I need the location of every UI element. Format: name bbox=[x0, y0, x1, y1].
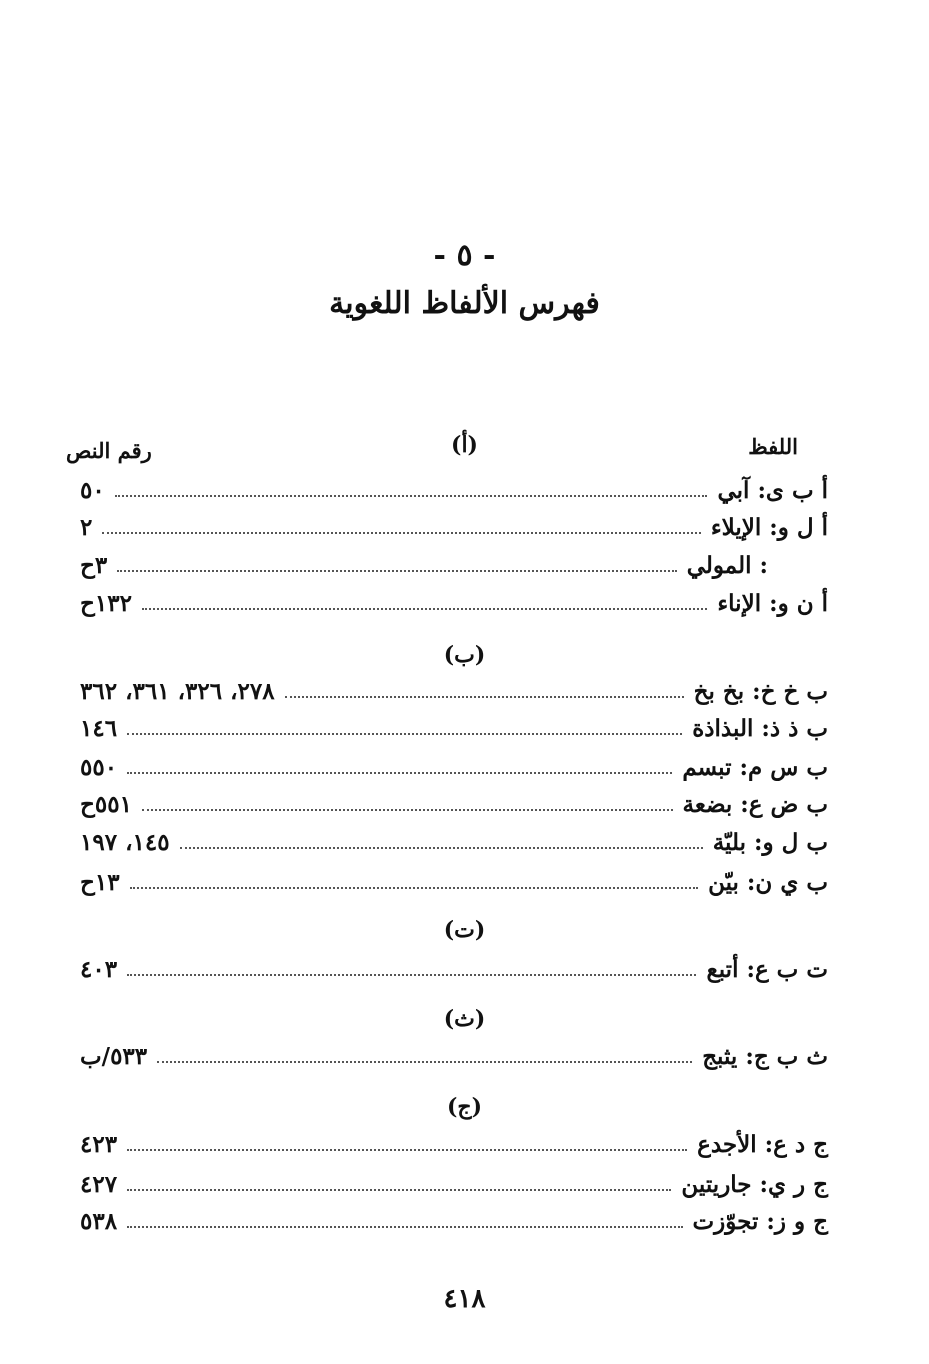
entry-ref: ٣ح bbox=[80, 551, 108, 579]
dot-leader bbox=[127, 772, 672, 774]
index-entry bbox=[80, 509, 828, 545]
entry-term: ج ر ي: جاريتين bbox=[681, 1170, 828, 1198]
dot-leader bbox=[142, 809, 673, 811]
dot-leader bbox=[180, 847, 703, 849]
entry-ref: ٥٥٠ bbox=[80, 753, 118, 781]
entry-term: ب س م: تبسم bbox=[682, 753, 828, 781]
dot-leader bbox=[102, 532, 700, 534]
index-entry bbox=[80, 673, 828, 709]
index-entry bbox=[80, 951, 828, 987]
entry-term: ب ل و: بليّة bbox=[712, 828, 828, 856]
dot-leader bbox=[157, 1061, 692, 1063]
entry-term: أ ب ى: آبي bbox=[717, 476, 828, 504]
entry-ref: ٢٧٨، ٣٢٦، ٣٦١، ٣٦٢ bbox=[80, 677, 275, 705]
section-heading-ta: (ت) bbox=[443, 917, 486, 943]
index-entry bbox=[80, 824, 828, 860]
section-heading-alif: (أ) bbox=[451, 432, 478, 458]
entry-ref: ١٤٥، ١٩٧ bbox=[80, 828, 170, 856]
entry-term: ب خ خ: بخ بخ bbox=[693, 677, 828, 705]
dot-leader bbox=[115, 495, 708, 497]
column-header-word: اللفظ bbox=[748, 434, 798, 459]
index-entry bbox=[80, 749, 828, 785]
index-title: فهرس الألفاظ اللغوية bbox=[329, 286, 600, 321]
entry-ref: ٤٠٣ bbox=[80, 955, 118, 983]
index-entry bbox=[80, 585, 828, 621]
section-heading-jim: (ج) bbox=[446, 1094, 483, 1120]
index-entry bbox=[80, 1126, 828, 1162]
entry-term: أ ن و: الإناء bbox=[717, 589, 828, 617]
index-entry bbox=[80, 1203, 828, 1239]
section-heading-ba: (ب) bbox=[443, 642, 486, 668]
entry-term: ث ب ج: يثبج bbox=[702, 1042, 828, 1070]
dot-leader bbox=[130, 887, 699, 889]
entry-term: ج و ز: تجوّزت bbox=[692, 1207, 828, 1235]
entry-ref: ٥٠ bbox=[80, 476, 105, 504]
index-entry bbox=[80, 1038, 828, 1074]
index-entry bbox=[80, 786, 828, 822]
dot-leader bbox=[127, 1226, 682, 1228]
index-entry bbox=[80, 710, 828, 746]
entry-term: ج د ع: الأجدع bbox=[697, 1130, 828, 1158]
index-entry bbox=[80, 547, 828, 583]
entry-ref: ٢ bbox=[80, 513, 93, 541]
dot-leader bbox=[285, 696, 684, 698]
dot-leader bbox=[117, 570, 677, 572]
dot-leader bbox=[127, 1149, 687, 1151]
entry-ref: ٥٥١ح bbox=[80, 790, 132, 818]
entry-ref: ٥٣٣/ب bbox=[80, 1042, 148, 1070]
entry-ref: ١٣ح bbox=[80, 868, 120, 896]
entry-ref: ٤٢٣ bbox=[80, 1130, 118, 1158]
page-number: ٤١٨ bbox=[443, 1284, 486, 1314]
index-entry bbox=[80, 472, 828, 508]
entry-term: ب ذ ذ: البذاذة bbox=[692, 714, 828, 742]
column-header-number: رقم النص bbox=[66, 438, 152, 463]
entry-term: : المولي bbox=[686, 551, 768, 579]
entry-ref: ١٣٢ح bbox=[80, 589, 132, 617]
chapter-marker: - ٥ - bbox=[433, 238, 496, 273]
entry-term: ب ض ع: بضعة bbox=[682, 790, 828, 818]
dot-leader bbox=[142, 608, 707, 610]
entry-term: أ ل و: الإيلاء bbox=[710, 513, 828, 541]
entry-ref: ٤٢٧ bbox=[80, 1170, 118, 1198]
entry-term: ب ي ن: بيّن bbox=[708, 868, 828, 896]
dot-leader bbox=[127, 974, 696, 976]
entry-ref: ١٤٦ bbox=[80, 714, 118, 742]
section-heading-tha: (ث) bbox=[443, 1006, 486, 1032]
entry-term: ت ب ع: أتبع bbox=[706, 955, 828, 983]
index-entry bbox=[80, 864, 828, 900]
index-entry bbox=[80, 1166, 828, 1202]
dot-leader bbox=[127, 1189, 671, 1191]
entry-ref: ٥٣٨ bbox=[80, 1207, 118, 1235]
dot-leader bbox=[127, 733, 682, 735]
